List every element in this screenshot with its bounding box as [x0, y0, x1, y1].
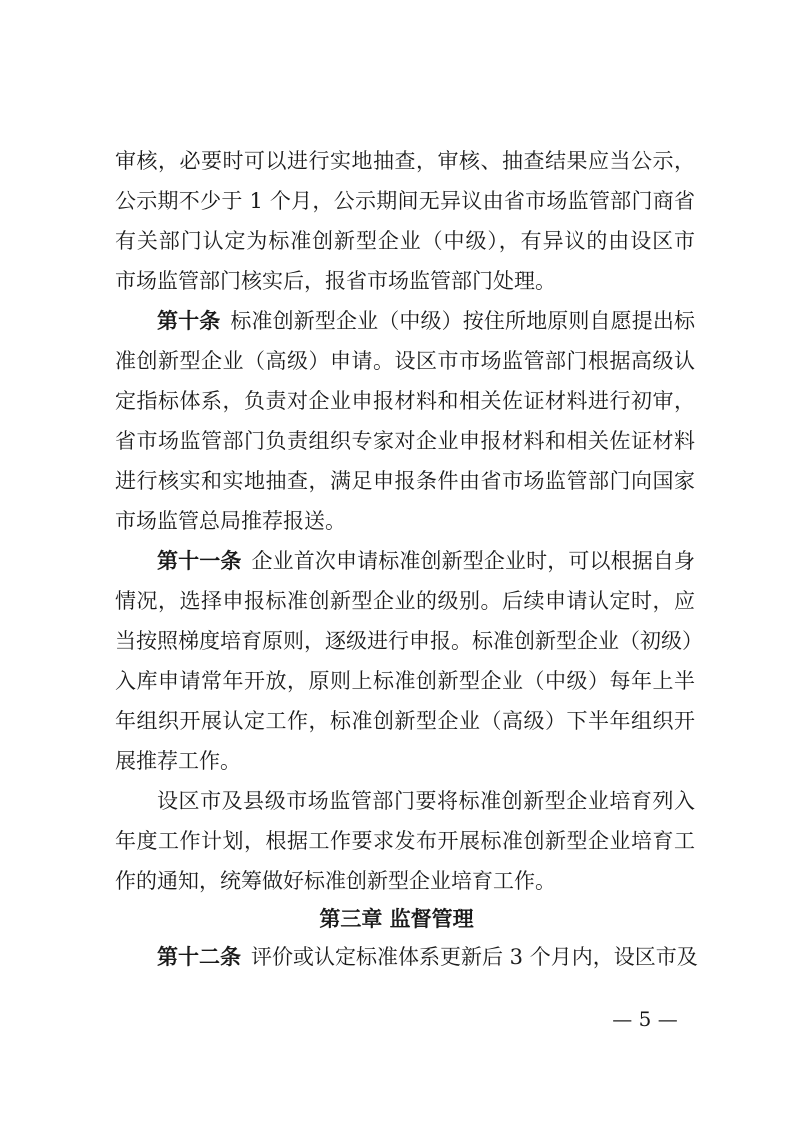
article-12-text: 评价或认定标准体系更新后 3 个月内，设区市及: [251, 945, 698, 969]
article-10-heading: 第十条: [157, 309, 221, 333]
body-text-line: 当按照梯度培育原则，逐级进行申报。标准创新型企业（初级）: [115, 629, 703, 653]
body-text-line: 定指标体系，负责对企业申报材料和相关佐证材料进行初审，: [115, 389, 695, 413]
body-text-line: 准创新型企业（高级）申请。设区市市场监管部门根据高级认: [115, 349, 695, 373]
article-11-first-line: [157, 548, 695, 574]
page-number: — 5 —: [612, 1007, 678, 1031]
body-text-line: 情况，选择申报标准创新型企业的级别。后续申请认定时，应: [115, 589, 695, 613]
article-12-first-line: [157, 944, 698, 970]
body-text-line: 市场监管总局推荐报送。: [115, 509, 346, 533]
article-12-heading: 第十二条: [157, 945, 241, 969]
body-text-line: 作的通知，统筹做好标准创新型企业培育工作。: [115, 869, 556, 893]
body-text-line: 进行核实和实地抽查，满足申报条件由省市场监管部门向国家: [115, 469, 695, 493]
article-11-text: 企业首次申请标准创新型企业时，可以根据自身: [251, 549, 695, 573]
article-10-first-line: [157, 308, 695, 334]
body-text-line: 设区市及县级市场监管部门要将标准创新型企业培育列入: [157, 789, 695, 813]
body-text-line: 展推荐工作。: [115, 749, 241, 773]
body-text-line: 入库申请常年开放，原则上标准创新型企业（中级）每年上半: [115, 669, 695, 693]
body-text-line: 年组织开展认定工作，标准创新型企业（高级）下半年组织开: [115, 709, 695, 733]
body-text-line: 审核，必要时可以进行实地抽查，审核、抽查结果应当公示，: [115, 149, 695, 173]
body-text-line: 公示期不少于 1 个月，公示期间无异议由省市场监管部门商省: [115, 189, 695, 213]
body-text-line: 省市场监管部门负责组织专家对企业申报材料和相关佐证材料: [115, 429, 695, 453]
article-10-text: 标准创新型企业（中级）按住所地原则自愿提出标: [230, 309, 695, 333]
article-11-heading: 第十一条: [157, 549, 242, 573]
chapter-title: 第三章 监督管理: [319, 907, 474, 931]
body-text-line: 市场监管部门核实后，报省市场监管部门处理。: [115, 269, 556, 293]
body-text-line: 年度工作计划，根据工作要求发布开展标准创新型企业培育工: [115, 829, 695, 853]
body-text-line: 有关部门认定为标准创新型企业（中级），有异议的由设区市: [115, 229, 695, 253]
